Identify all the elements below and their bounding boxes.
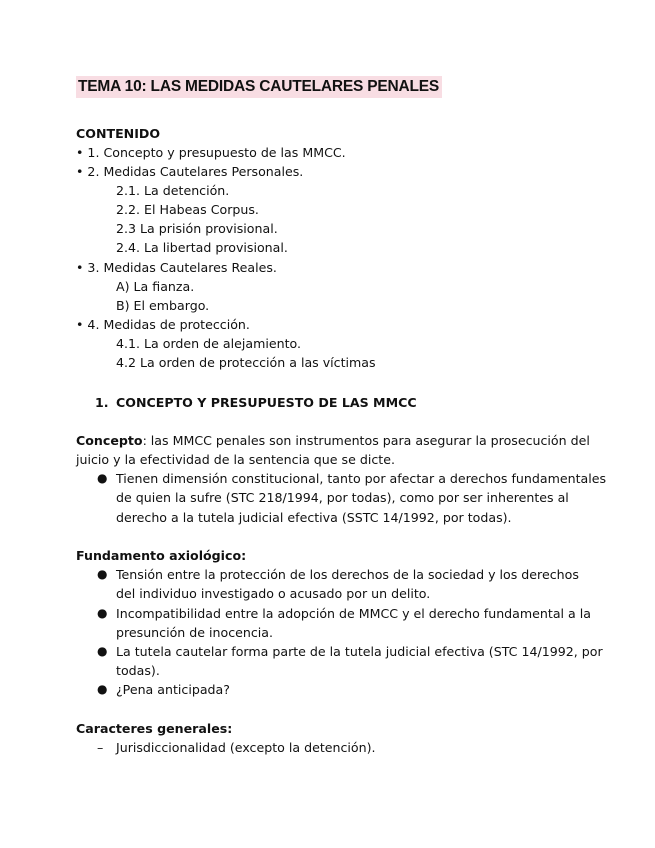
bullet-dot: ● <box>97 682 108 696</box>
contents-subitem: B) El embargo. <box>116 298 210 313</box>
contents-subitem: A) La fianza. <box>116 279 195 294</box>
concepto-paragraph-line: juicio y la efectividad de la sentencia que se dicte. <box>76 452 395 467</box>
section-heading: CONCEPTO Y PRESUPUESTO DE LAS MMCC <box>116 395 417 410</box>
bullet-text: todas). <box>116 663 160 678</box>
fundamento-heading: Fundamento axiológico: <box>76 548 247 563</box>
contents-item: • 3. Medidas Cautelares Reales. <box>76 260 277 275</box>
concepto-text: : las MMCC penales son instrumentos para asegurar la prosecución del <box>142 433 590 448</box>
contents-item: • 4. Medidas de protección. <box>76 317 250 332</box>
contents-subitem: 2.4. La libertad provisional. <box>116 240 288 255</box>
dash-marker: – <box>97 740 104 755</box>
page-title: TEMA 10: LAS MEDIDAS CAUTELARES PENALES <box>76 76 442 98</box>
contents-item: • 1. Concepto y presupuesto de las MMCC. <box>76 145 346 160</box>
bullet-text: derecho a la tutela judicial efectiva (SSTC 14/1992, por todas). <box>116 510 512 525</box>
caracteres-heading: Caracteres generales: <box>76 721 233 736</box>
concepto-label: Concepto <box>76 433 143 448</box>
contents-subitem: 4.2 La orden de protección a las víctimas <box>116 355 376 370</box>
bullet-text: presunción de inocencia. <box>116 625 274 640</box>
contents-subitem: 4.1. La orden de alejamiento. <box>116 336 302 351</box>
contents-heading: CONTENIDO <box>76 126 161 141</box>
bullet-text: de quien la sufre (STC 218/1994, por todas), como por ser inherentes al <box>116 490 569 505</box>
title-block <box>76 76 442 98</box>
bullet-text: ¿Pena anticipada? <box>116 682 230 697</box>
bullet-text: del individuo investigado o acusado por un delito. <box>116 586 431 601</box>
contents-subitem: 2.3 La prisión provisional. <box>116 221 278 236</box>
bullet-text: Tensión entre la protección de los derechos de la sociedad y los derechos <box>116 567 579 582</box>
dash-item-text: Jurisdiccionalidad (excepto la detención). <box>116 740 376 755</box>
contents-subitem: 2.2. El Habeas Corpus. <box>116 202 259 217</box>
bullet-text: Incompatibilidad entre la adopción de MMCC y el derecho fundamental a la <box>116 606 591 621</box>
contents-subitem: 2.1. La detención. <box>116 183 230 198</box>
bullet-text: Tienen dimensión constitucional, tanto por afectar a derechos fundamentales <box>116 471 607 486</box>
bullet-dot: ● <box>97 567 108 581</box>
bullet-dot: ● <box>97 606 108 620</box>
section-number: 1. <box>95 395 109 410</box>
bullet-dot: ● <box>97 471 108 485</box>
bullet-dot: ● <box>97 644 108 658</box>
contents-item: • 2. Medidas Cautelares Personales. <box>76 164 304 179</box>
concepto-paragraph-line <box>76 431 590 450</box>
bullet-text: La tutela cautelar forma parte de la tutela judicial efectiva (STC 14/1992, por <box>116 644 603 659</box>
